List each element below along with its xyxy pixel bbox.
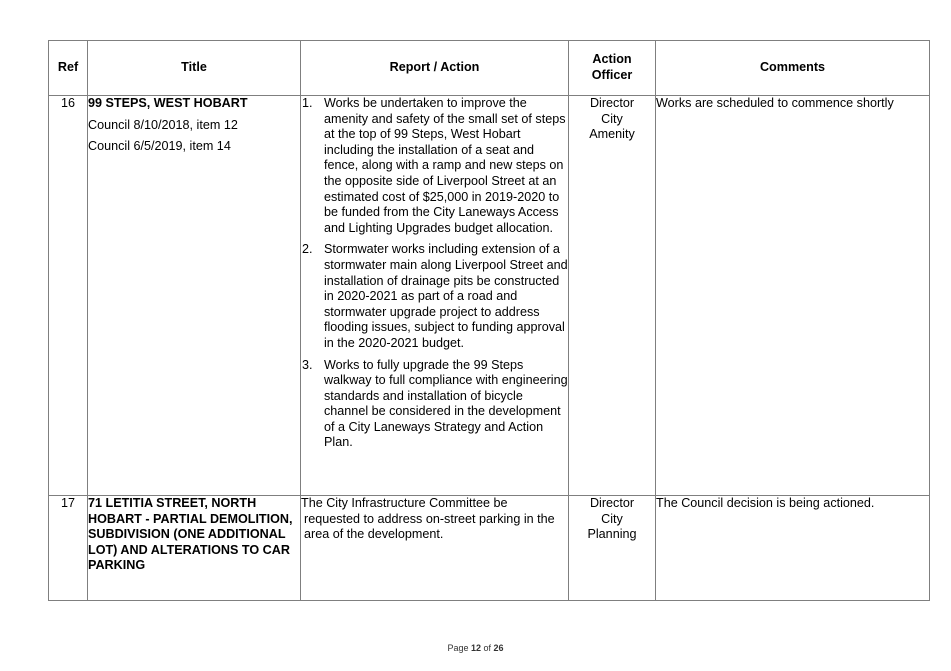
row-ref: 16 bbox=[49, 96, 88, 496]
action-list bbox=[301, 96, 568, 451]
report-text: The City Infrastructure Committee be bbox=[301, 496, 508, 510]
row-ref: 17 bbox=[49, 496, 88, 601]
header-title: Title bbox=[88, 41, 301, 96]
total-pages: 26 bbox=[493, 643, 504, 653]
page-of-label: of bbox=[481, 643, 494, 653]
officer-line: Director bbox=[589, 496, 635, 510]
current-page: 12 bbox=[470, 643, 481, 653]
header-action-officer-line1: Action bbox=[592, 52, 632, 67]
officer-line: City bbox=[601, 511, 623, 526]
row-title: 99 STEPS, WEST HOBART bbox=[88, 96, 248, 110]
table-header-row bbox=[49, 41, 930, 96]
table-row bbox=[49, 96, 930, 496]
header-action-officer-line2: Officer bbox=[591, 68, 633, 82]
row-title: 71 LETITIA STREET, NORTH HOBART - PARTIAL DEMOLITION, SUBDIVISION (ONE ADDITIONAL LOT) AND ALTERATIONS TO CAR PARKING bbox=[88, 496, 293, 573]
action-number: 2. bbox=[302, 242, 313, 257]
row-comments: The Council decision is being actioned. bbox=[656, 496, 930, 601]
header-ref: Ref bbox=[49, 41, 88, 96]
officer-line: Amenity bbox=[589, 127, 635, 142]
officer-line: City bbox=[601, 111, 623, 126]
row-comments: Works are scheduled to commence shortly bbox=[656, 96, 930, 496]
report-action-cell bbox=[301, 496, 569, 601]
council-reference: Council 8/10/2018, item 12 bbox=[88, 117, 238, 132]
action-items-table bbox=[48, 40, 930, 601]
council-reference: Council 6/5/2019, item 14 bbox=[88, 139, 231, 154]
officer-line: Planning bbox=[587, 527, 637, 542]
action-text: Works be undertaken to improve the amenity and safety of the small set of steps at the top of 99 Steps, West Hobart including the installation of a seat and fence, along with a ramp and new steps on the opposite side of Liverpool Street at an estimated cost of $25,000 in 2019-2020 to be funded from the City Laneways Access and Lighting Upgrades budget allocation. bbox=[324, 96, 566, 235]
action-number: 3. bbox=[302, 357, 313, 372]
header-action-officer bbox=[569, 41, 656, 96]
page-number-footer bbox=[0, 643, 951, 653]
action-list-item bbox=[301, 242, 568, 351]
table-row bbox=[49, 496, 930, 601]
report-text: requested to address on-street parking in the area of the development. bbox=[304, 511, 555, 542]
header-report-action: Report / Action bbox=[301, 41, 569, 96]
action-text: Stormwater works including extension of a stormwater main along Liverpool Street and installation of drainage pits be constructed in 2020-2021 as part of a road and stormwater upgrade project to address flooding issues, subject to funding approval in the 2020-2021 budget. bbox=[324, 242, 568, 350]
action-text: Works to fully upgrade the 99 Steps walkway to full compliance with engineering standards and installation of bicycle channel be considered in the development of a City Laneways Strategy and Action Plan. bbox=[324, 357, 568, 450]
row-title-cell bbox=[88, 96, 301, 496]
action-number: 1. bbox=[302, 96, 313, 110]
officer-line: Director bbox=[589, 96, 635, 110]
page-label: Page bbox=[447, 643, 471, 653]
row-title-cell bbox=[88, 496, 301, 601]
action-list-item bbox=[301, 358, 568, 452]
header-comments: Comments bbox=[656, 41, 930, 96]
action-list-item bbox=[301, 96, 568, 236]
report-action-cell bbox=[301, 96, 569, 496]
action-officer-cell bbox=[569, 96, 656, 496]
action-officer-cell bbox=[569, 496, 656, 601]
